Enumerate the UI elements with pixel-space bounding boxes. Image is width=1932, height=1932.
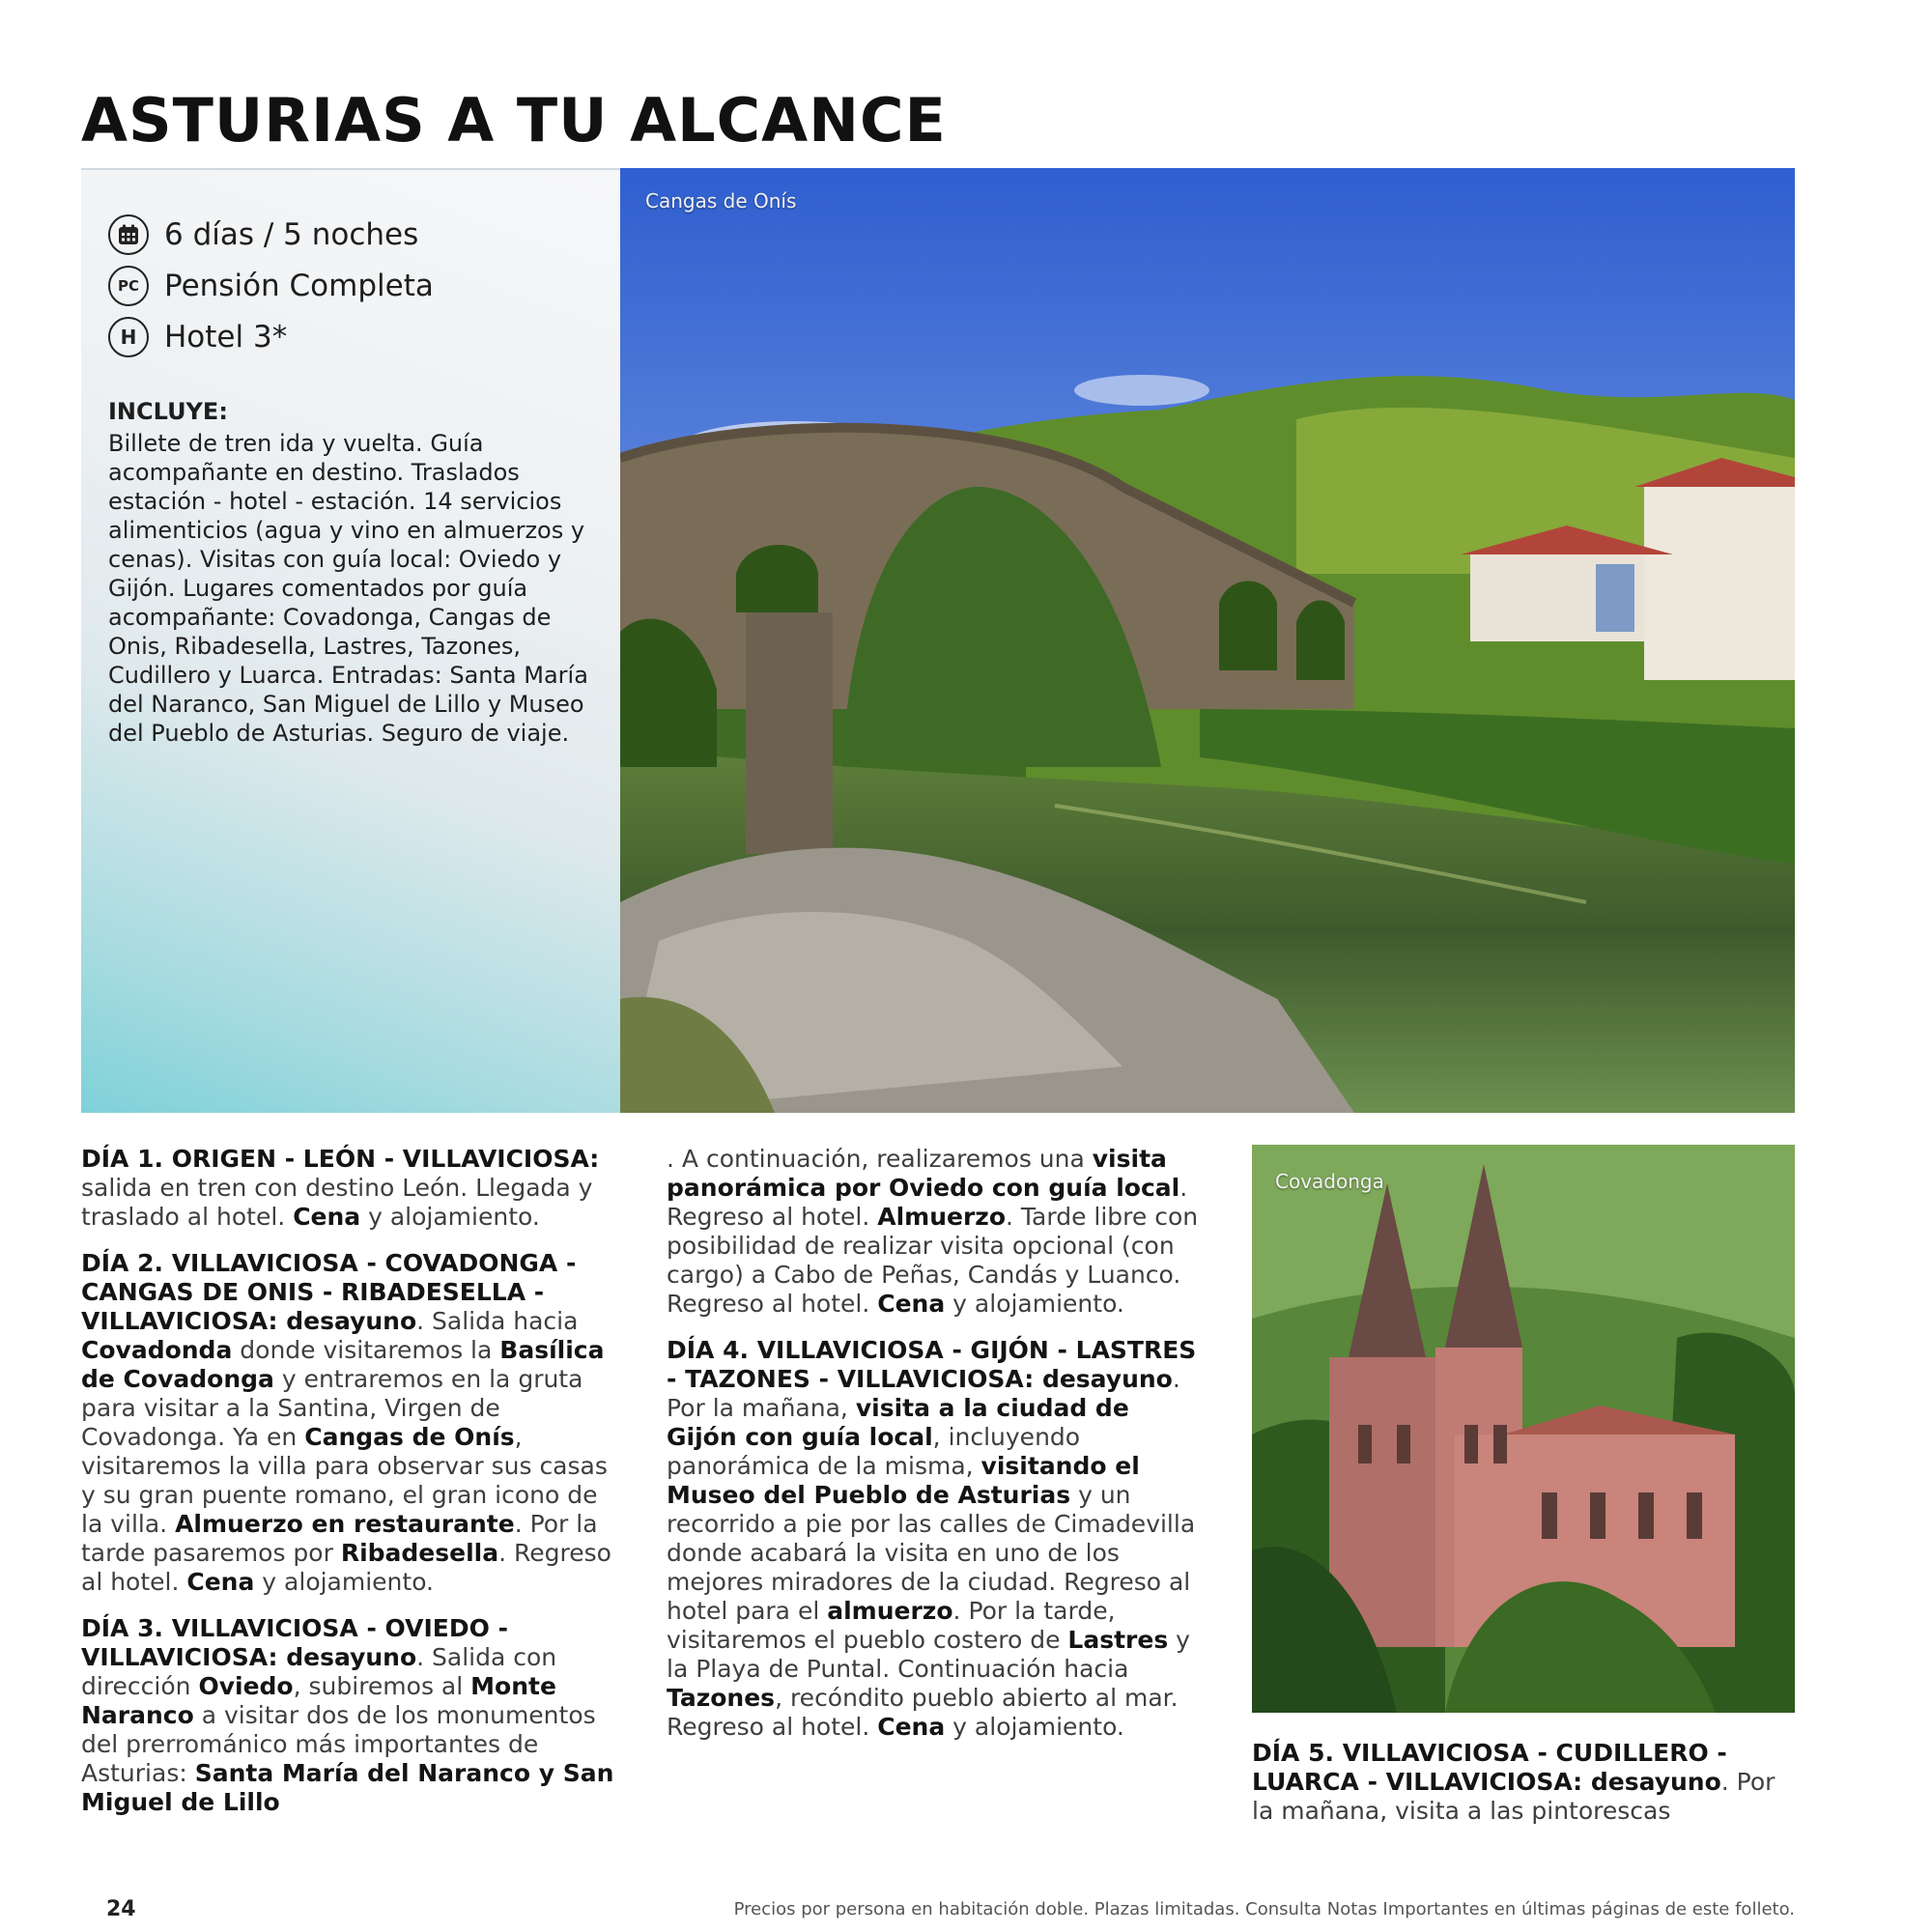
body-text: , visitaremos la villa para observar sus casas y su gran puente romano, el gran icono de la villa. bbox=[81, 1423, 608, 1538]
day-1 bbox=[81, 1145, 622, 1232]
highlight-text: Cena bbox=[877, 1713, 946, 1741]
body-text: . A continuación, realizaremos una bbox=[667, 1145, 1093, 1173]
body-text: , recóndito pueblo abierto al mar. Regreso al hotel. bbox=[667, 1684, 1179, 1741]
highlight-text: Covadonda bbox=[81, 1336, 233, 1364]
includes-title: INCLUYE: bbox=[108, 398, 228, 425]
body-text: . Regreso al hotel. bbox=[81, 1539, 611, 1596]
highlight-text: Santa María del Naranco y San Miguel de Lillo bbox=[81, 1759, 614, 1816]
highlight-text: Basílica de Covadonga bbox=[81, 1336, 605, 1393]
body-text: . Salida hacia bbox=[416, 1307, 579, 1335]
body-text: a visitar dos de los monumentos del prerrománico más importantes de Asturias: bbox=[81, 1701, 596, 1787]
photo-caption: Covadonga bbox=[1275, 1170, 1384, 1193]
photo-caption: Cangas de Onís bbox=[645, 189, 797, 213]
feature-text: 6 días / 5 noches bbox=[164, 217, 419, 252]
feature-text: Pensión Completa bbox=[164, 269, 434, 303]
feature-hotel bbox=[108, 317, 287, 357]
highlight-text: Almuerzo en restaurante bbox=[175, 1510, 515, 1538]
highlight-text: Ribadesella bbox=[340, 1539, 499, 1567]
body-text: y la Playa de Puntal. Continuación hacia bbox=[667, 1626, 1190, 1683]
pension-icon: PC bbox=[108, 266, 149, 306]
highlight-text: Monte Naranco bbox=[81, 1672, 556, 1729]
day-3 bbox=[81, 1614, 622, 1817]
includes-text: Billete de tren ida y vuelta. Guía acompañante en destino. Traslados estación - hotel - estación. 14 servicios alimenticios (agua y vino en almuerzos y cenas). Visitas con guía local: Oviedo y Gijón. Lugares comentados por guía acompañante: Covadonga, Cangas de Onis, Ribadesella, Lastres, Tazones, Cudillero y Luarca. Entradas: Santa María del Naranco, San Miguel de Lillo y Museo del Pueblo de Asturias. Seguro de viaje. bbox=[108, 430, 588, 747]
day-heading: DÍA 2. VILLAVICIOSA - COVADONGA - CANGAS DE ONIS - RIBADESELLA - VILLAVICIOSA: desayuno bbox=[81, 1249, 577, 1335]
highlight-text: Cangas de Onís bbox=[304, 1423, 515, 1451]
body-text: y un recorrido a pie por las calles de Cimadevilla donde acabará la visita en uno de los mejores miradores de la ciudad. Regreso al hotel para el bbox=[667, 1481, 1196, 1625]
body-text: . Por la mañana, visita a las pintorescas bbox=[1252, 1768, 1776, 1825]
info-panel bbox=[81, 168, 620, 1113]
highlight-text: visitando el Museo del Pueblo de Asturias bbox=[667, 1452, 1140, 1509]
body-text: y alojamiento. bbox=[945, 1713, 1124, 1741]
body-text: y alojamiento. bbox=[945, 1290, 1124, 1318]
page-number: 24 bbox=[106, 1897, 136, 1921]
itinerary-column-2 bbox=[667, 1145, 1208, 1759]
highlight-text: Oviedo bbox=[198, 1672, 294, 1700]
day-3-continued bbox=[667, 1145, 1208, 1319]
highlight-text: Lastres bbox=[1067, 1626, 1169, 1654]
highlight-text: Cena bbox=[186, 1568, 255, 1596]
body-text: y entraremos en la gruta para visitar a la Santina, Virgen de Covadonga. Ya en bbox=[81, 1365, 583, 1451]
body-text: . Por la tarde, visitaremos el pueblo costero de bbox=[667, 1597, 1116, 1654]
calendar-icon bbox=[108, 214, 149, 255]
highlight-text: Almuerzo bbox=[877, 1203, 1007, 1231]
body-text: . Regreso al hotel. bbox=[667, 1174, 1188, 1231]
day-heading: DÍA 3. VILLAVICIOSA - OVIEDO - VILLAVICIOSA: desayuno bbox=[81, 1614, 508, 1671]
footnote: Precios por persona en habitación doble. Plazas limitadas. Consulta Notas Importantes en últimas páginas de este folleto. bbox=[733, 1899, 1795, 1919]
highlight-text: almuerzo bbox=[827, 1597, 953, 1625]
day-heading: DÍA 1. ORIGEN - LEÓN - VILLAVICIOSA: bbox=[81, 1145, 600, 1173]
highlight-text: visita a la ciudad de Gijón con guía local bbox=[667, 1394, 1129, 1451]
itinerary-column-1 bbox=[81, 1145, 622, 1834]
highlight-text: Tazones bbox=[667, 1684, 776, 1712]
highlight-text: visita panorámica por Oviedo con guía local bbox=[667, 1145, 1180, 1202]
body-text: salida en tren con destino León. Llegada y traslado al hotel. bbox=[81, 1174, 593, 1231]
feature-text: Hotel 3* bbox=[164, 320, 288, 355]
day-4 bbox=[667, 1336, 1208, 1742]
highlight-text: Cena bbox=[877, 1290, 946, 1318]
photo-cangas-de-onis bbox=[620, 168, 1795, 1113]
body-text: . Por la mañana, bbox=[667, 1365, 1180, 1422]
page-title: ASTURIAS A TU ALCANCE bbox=[81, 85, 947, 156]
day-5 bbox=[1252, 1739, 1795, 1826]
body-text: donde visitaremos la bbox=[232, 1336, 500, 1364]
hotel-icon: H bbox=[108, 317, 149, 357]
day-heading: DÍA 5. VILLAVICIOSA - CUDILLERO - LUARCA - VILLAVICIOSA: desayuno bbox=[1252, 1739, 1727, 1796]
body-text: y alojamiento. bbox=[360, 1203, 540, 1231]
body-text: , incluyendo panorámica de la misma, bbox=[667, 1423, 1081, 1480]
body-text: . Por la tarde pasaremos por bbox=[81, 1510, 598, 1567]
day-heading: DÍA 4. VILLAVICIOSA - GIJÓN - LASTRES - TAZONES - VILLAVICIOSA: desayuno bbox=[667, 1336, 1197, 1393]
body-text: . Tarde libre con posibilidad de realizar visita opcional (con cargo) a Cabo de Peñas, Candás y Luanco. Regreso al hotel. bbox=[667, 1203, 1199, 1318]
body-text: . Salida con dirección bbox=[81, 1643, 557, 1700]
body-text: , subiremos al bbox=[293, 1672, 471, 1700]
photo-covadonga bbox=[1252, 1145, 1795, 1713]
highlight-text: Cena bbox=[293, 1203, 361, 1231]
day-2 bbox=[81, 1249, 622, 1597]
body-text: y alojamiento. bbox=[254, 1568, 435, 1596]
feature-duration bbox=[108, 214, 418, 255]
itinerary-column-3 bbox=[1252, 1739, 1795, 1843]
feature-board bbox=[108, 266, 434, 306]
